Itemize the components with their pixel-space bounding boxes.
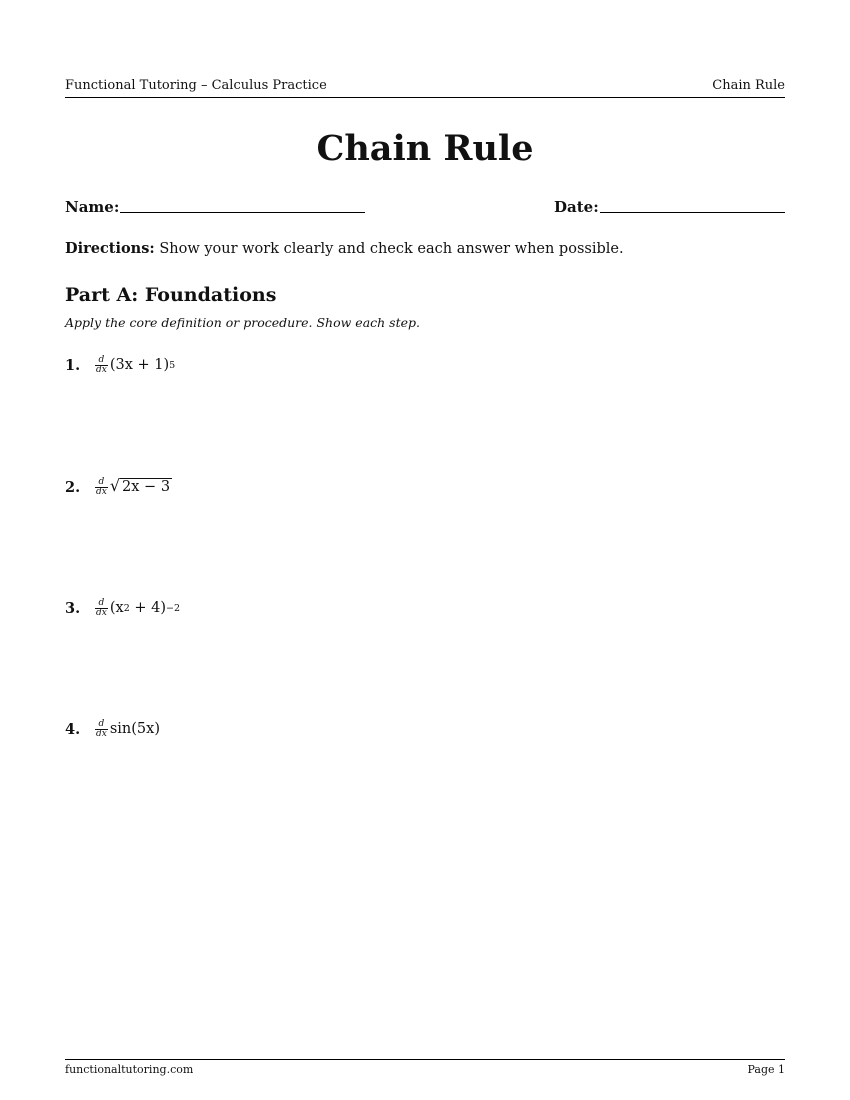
problem-number: 3. [65,599,81,617]
footer-website: functionaltutoring.com [65,1063,194,1076]
expression-part-b: + 4) [129,600,166,616]
derivative-operator [95,599,108,618]
problem-expression [95,356,175,375]
problem-expression [95,478,172,497]
part-heading: Part A: Foundations [65,284,277,306]
header-course: Functional Tutoring – Calculus Practice [65,78,327,93]
frac-numerator: d [98,597,105,608]
problem-expression [95,599,180,618]
student-fields [65,196,785,218]
square-root [110,478,172,496]
page-title: Chain Rule [316,128,534,169]
frac-denominator: dx [96,728,107,739]
derivative-operator [95,356,108,375]
frac-numerator: d [98,476,105,487]
expression-body: (3x + 1) [109,357,170,373]
derivative-operator [95,478,108,497]
exponent: 5 [169,359,176,371]
outer-exponent: −2 [165,602,180,614]
part-note: Apply the core definition or procedure. Show each step. [65,315,420,330]
expression-body: sin(5x) [109,721,160,737]
header-topic: Chain Rule [712,78,785,93]
radical-sign: √ [109,476,121,495]
frac-denominator: dx [96,364,107,375]
problem-1 [65,352,175,378]
running-footer [65,1059,785,1077]
date-blank[interactable] [600,212,785,213]
problem-number: 1. [65,356,81,374]
name-blank[interactable] [120,212,365,213]
frac-denominator: dx [96,607,107,618]
frac-numerator: d [98,354,105,365]
radicand: 2x − 3 [122,479,171,495]
name-label: Name: [65,198,120,216]
directions-text: Show your work clearly and check each answer when possible. [159,241,624,257]
running-header [65,78,785,98]
frac-numerator: d [98,718,105,729]
problem-4 [65,716,160,742]
problem-number: 4. [65,720,81,738]
derivative-operator [95,720,108,739]
problem-number: 2. [65,478,81,496]
footer-page-number: Page 1 [747,1063,785,1076]
problem-3 [65,595,180,621]
date-label: Date: [554,198,599,216]
problem-expression [95,720,160,739]
inner-exponent: 2 [123,602,130,614]
directions-label: Directions: [65,240,155,257]
frac-denominator: dx [96,486,107,497]
problem-2 [65,474,172,500]
directions [65,240,785,258]
expression-part-a: (x [109,600,124,616]
